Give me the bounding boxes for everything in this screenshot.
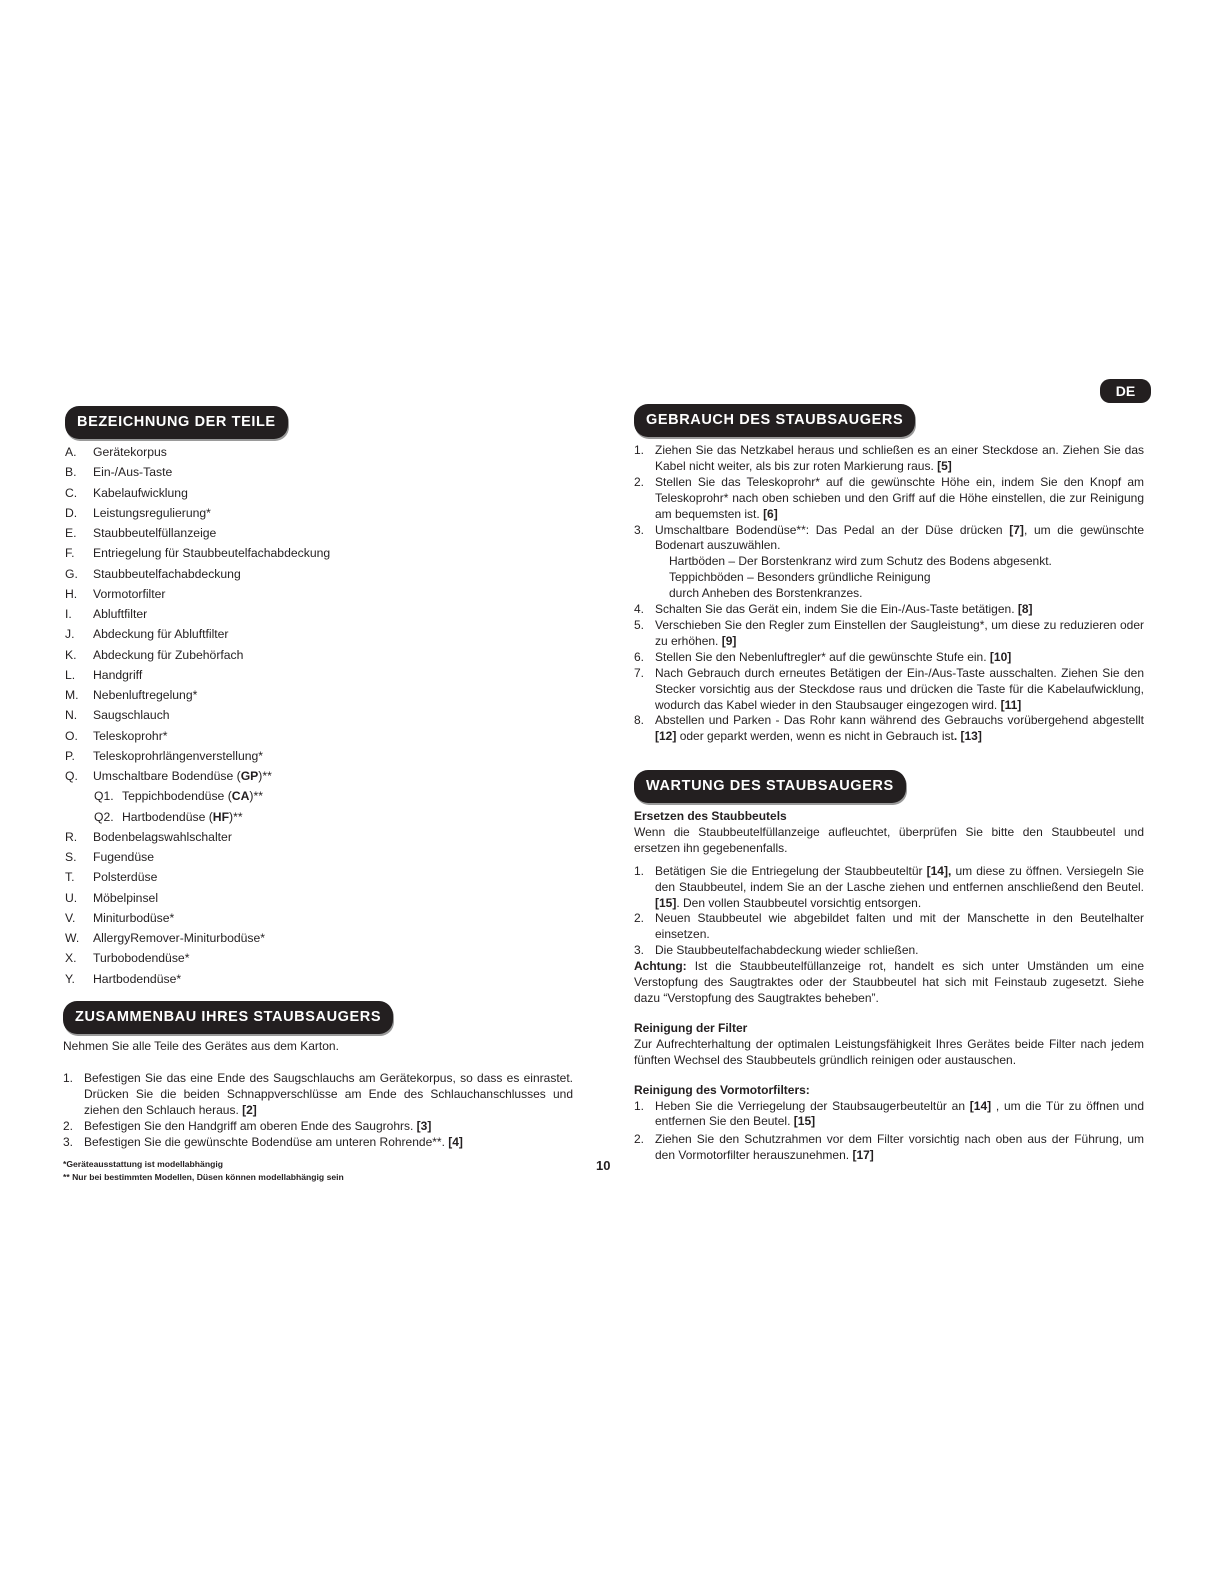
filter-heading: Reinigung der Filter	[634, 1020, 748, 1035]
list-item: 2. Stellen Sie das Teleskoprohr* auf die gewünschte Höhe ein, indem Sie den Knopf am Teleskoprohr* nach oben schieben und den Griff auf die Höhe einstellen, die zur Reinigung am bequemsten ist. [6]	[634, 474, 1144, 521]
list-item: S. Fugendüse	[65, 850, 154, 864]
list-item: 3. Befestigen Sie die gewünschte Bodendüse am unteren Rohrende**. [4]	[63, 1134, 463, 1149]
assembly-heading: ZUSAMMENBAU IHRES STAUBSAUGERS	[63, 1001, 393, 1034]
maintenance-section	[634, 809, 1144, 1164]
list-item: P. Teleskoprohrlängenverstellung*	[65, 748, 264, 763]
list-item: V. Miniturbodüse*	[65, 910, 175, 925]
list-item: 1. Ziehen Sie das Netzkabel heraus und schließen es an einer Steckdose an. Ziehen Sie das Kabel nicht weiter, als bis zur roten Markierung raus. [5]	[634, 443, 1144, 473]
list-item: 2. Neuen Staubbeutel wie abgebildet falten und mit der Manschette in den Beutelhalter einsetzen.	[634, 911, 1144, 942]
list-item: 6. Stellen Sie den Nebenluftregler* auf die gewünschte Stufe ein. [10]	[634, 649, 1012, 664]
footnotes	[63, 1158, 344, 1184]
list-item: W. AllergyRemover-Miniturbodüse*	[65, 931, 266, 945]
premotor-heading: Reinigung des Vormotorfilters:	[634, 1082, 810, 1097]
page-number: 10	[596, 1158, 611, 1173]
list-item: E. Staubbeutelfüllanzeige	[65, 526, 217, 540]
list-item: N. Saugschlauch	[65, 708, 170, 723]
language-badge: DE	[1100, 379, 1151, 403]
list-item: M. Nebenluftregelung*	[65, 688, 198, 702]
list-item: B. Ein-/Aus-Taste	[65, 465, 173, 480]
warning-note: Achtung: Ist die Staubbeutelfüllanzeige rot, handelt es sich unter Umständen um eine Verstopfung des Saugtraktes oder der Staubbeutel hat sich mit Feinstaub zugesetzt. Siehe dazu “Verstopfung des Saugtraktes beheben”.	[634, 959, 1144, 1005]
list-item: G. Staubbeutelfachabdeckung	[65, 566, 241, 581]
footnote-2: ** Nur bei bestimmten Modellen, Düsen können modellabhängig sein	[63, 1172, 344, 1182]
list-item: H. Vormotorfilter	[65, 586, 166, 601]
list-item: O. Teleskoprohr*	[65, 728, 168, 743]
footnote-1: *Geräteausstattung ist modellabhängig	[63, 1159, 223, 1169]
list-item: 1. Betätigen Sie die Entriegelung der Staubbeuteltür [14], um diese zu öffnen. Versiegeln Sie den Staubbeutel, indem Sie an der Lasche ziehen und entfernen anschließend den Beutel. [15]. Den vollen Staubbeutel vorsichtig entsorgen.	[634, 863, 1144, 910]
assembly-steps	[63, 1071, 573, 1151]
list-item: F. Entriegelung für Staubbeutelfachabdeckung	[65, 546, 331, 561]
list-item: 2. Befestigen Sie den Handgriff am oberen Ende des Saugrohrs. [3]	[63, 1118, 432, 1133]
list-item: 5. Verschieben Sie den Regler zum Einstellen der Saugleistung*, um diese zu reduzieren oder zu erhöhen. [9]	[634, 617, 1144, 648]
parts-heading: BEZEICHNUNG DER TEILE	[65, 406, 288, 439]
parts-list	[65, 442, 395, 989]
list-item: K. Abdeckung für Zubehörfach	[65, 647, 244, 662]
usage-steps	[634, 443, 1144, 745]
list-item: Q. Umschaltbare Bodendüse (GP)**	[65, 769, 272, 783]
list-item: R. Bodenbelagswahlschalter	[65, 829, 232, 844]
list-item: J. Abdeckung für Abluftfilter	[65, 627, 229, 642]
list-item: 2. Ziehen Sie den Schutzrahmen vor dem Filter vorsichtig nach oben aus der Führung, um den Vormotorfilter herauszunehmen. [17]	[634, 1132, 1144, 1163]
list-item: 3. Umschaltbare Bodendüse**: Das Pedal an der Düse drücken [7], um die gewünschte Bodenart auszuwählen. Hartböden – Der Borstenkranz wird zum Schutz des Bodens abgesenkt. Teppichböden – Besonders gründliche Reinigung durch Anheben des Borstenkranzes.	[634, 522, 1145, 601]
list-item: T. Polsterdüse	[65, 870, 158, 885]
list-item: I. Abluftfilter	[65, 607, 148, 621]
list-item: Q2. Hartbodendüse (HF)**	[94, 809, 243, 824]
list-item: Q1. Teppichbodendüse (CA)**	[94, 789, 263, 804]
list-item: L. Handgriff	[65, 667, 143, 682]
list-item: Y. Hartbodendüse*	[65, 971, 182, 986]
bag-intro: Wenn die Staubbeutelfüllanzeige aufleuchtet, überprüfen Sie bitte den Staubbeutel und ersetzen ihn gegebenenfalls.	[634, 824, 1144, 855]
filter-text: Zur Aufrechterhaltung der optimalen Leistungsfähigkeit Ihres Gerätes beide Filter nach jedem fünften Wechsel des Staubbeutels gründlich reinigen oder austauschen.	[634, 1036, 1144, 1067]
list-item: 3. Die Staubbeutelfachabdeckung wieder schließen.	[634, 943, 919, 958]
maintenance-heading: WARTUNG DES STAUBSAUGERS	[634, 770, 906, 803]
list-item: A. Gerätekorpus	[65, 445, 167, 459]
usage-heading: GEBRAUCH DES STAUBSAUGERS	[634, 404, 915, 437]
list-item: 4. Schalten Sie das Gerät ein, indem Sie die Ein-/Aus-Taste betätigen. [8]	[634, 602, 1033, 617]
list-item: 1. Heben Sie die Verriegelung der Staubsaugerbeuteltür an [14] , um die Tür zu öffnen und entfernen Sie den Beutel. [15]	[634, 1098, 1144, 1129]
list-item: D. Leistungsregulierung*	[65, 505, 211, 520]
list-item: U. Möbelpinsel	[65, 890, 159, 905]
list-item: C. Kabelaufwicklung	[65, 485, 188, 500]
list-item: 1. Befestigen Sie das eine Ende des Saugschlauchs am Gerätekorpus, so dass es einrastet. Drücken Sie die beiden Schnappverschlüsse am Ende des Schlauchanschlusses und ziehen den Schlauch heraus. [2]	[63, 1071, 573, 1117]
bag-heading: Ersetzen des Staubbeutels	[634, 809, 787, 823]
list-item: 7. Nach Gebrauch durch erneutes Betätigen der Ein-/Aus-Taste ausschalten. Ziehen Sie den Stecker vorsichtig aus der Steckdose raus und drücken die Taste für die Kabelaufwicklung, wodurch das Kabel wieder in den Staubsauger eingezogen wird. [11]	[634, 665, 1144, 712]
list-item: X. Turbobodendüse*	[65, 951, 190, 966]
list-item: 8. Abstellen und Parken - Das Rohr kann während des Gebrauchs vorübergehend abgestellt [12] oder geparkt werden, wenn es nicht in Gebrauch ist. [13]	[634, 713, 1144, 744]
assembly-intro: Nehmen Sie alle Teile des Gerätes aus dem Karton.	[63, 1039, 339, 1053]
